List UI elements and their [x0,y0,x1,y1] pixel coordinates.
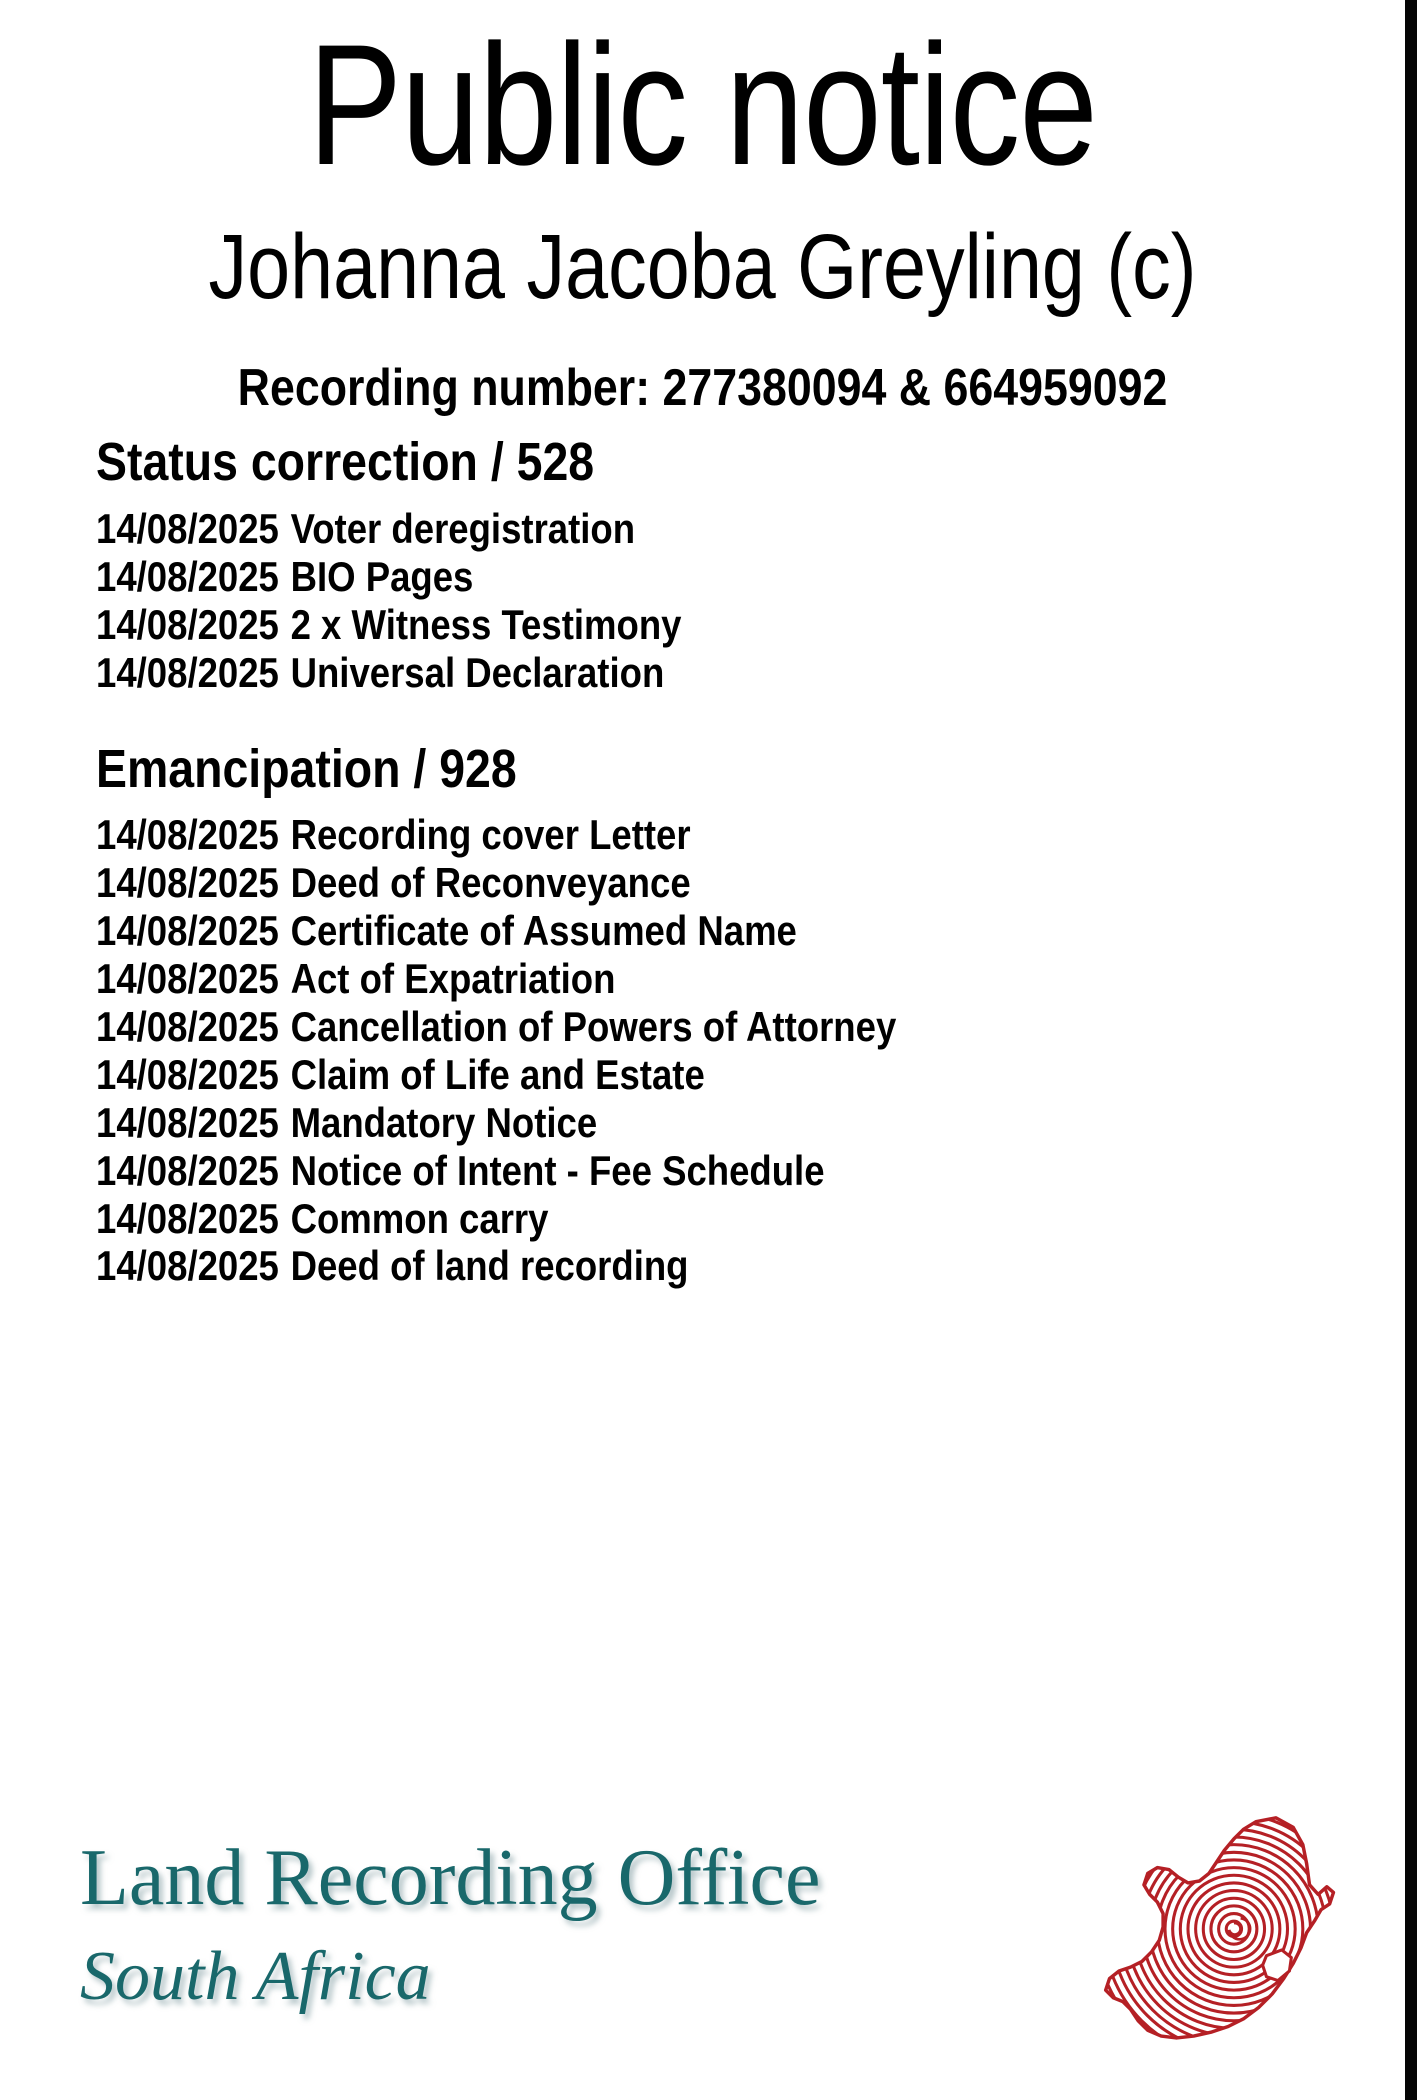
list-item [96,813,1209,858]
subject-name: Johanna Jacoba Greyling (c) [208,216,1197,319]
item-label: Voter deregistration [290,504,636,552]
list-item [96,1050,1209,1098]
south-africa-fingerprint-map-icon [1087,1814,1377,2082]
list-item [96,858,1209,906]
organisation-name: Land Recording Office [80,1834,821,1922]
list-item [96,648,1209,696]
item-label: Deed of land recording [290,1242,689,1290]
item-date: 14/08/2025 [96,600,279,648]
item-date: 14/08/2025 [96,1098,279,1146]
list-item [96,1244,1209,1289]
footer [0,1810,1405,2100]
section-emancipation [0,699,1405,1290]
item-label: BIO Pages [290,552,474,600]
list-item [96,552,1209,600]
page-title: Public notice [307,9,1098,201]
item-label: Claim of Life and Estate [290,1050,705,1098]
list-item [96,1194,1209,1242]
item-label: Universal Declaration [290,648,665,696]
list-item [96,1002,1209,1050]
document-list [96,504,1375,696]
list-item [96,504,1209,552]
item-label: Common carry [290,1194,549,1242]
document-list [96,813,1375,1289]
item-label: Mandatory Notice [290,1098,598,1146]
item-date: 14/08/2025 [96,1146,279,1194]
list-item [96,1146,1209,1194]
item-date: 14/08/2025 [96,858,279,906]
item-date: 14/08/2025 [96,552,279,600]
item-date: 14/08/2025 [96,504,279,552]
item-date: 14/08/2025 [96,1050,279,1098]
list-item [96,906,1209,954]
item-date: 14/08/2025 [96,811,279,859]
list-item [96,954,1209,1002]
list-item [96,1098,1209,1146]
recording-number: Recording number: 277380094 & 664959092 [237,359,1168,418]
item-date: 14/08/2025 [96,1194,279,1242]
section-status-correction [0,418,1405,695]
section-heading: Emancipation / 928 [96,738,517,799]
item-label: 2 x Witness Testimony [290,600,682,648]
item-label: Recording cover Letter [290,811,691,859]
item-label: Cancellation of Powers of Attorney [290,1002,897,1050]
item-label: Act of Expatriation [290,954,616,1002]
item-date: 14/08/2025 [96,954,279,1002]
item-label: Certificate of Assumed Name [290,906,797,954]
item-label: Notice of Intent - Fee Schedule [290,1146,825,1194]
scan-edge-strip [1405,0,1417,2100]
section-heading: Status correction / 528 [96,432,595,493]
item-date: 14/08/2025 [96,1002,279,1050]
organisation-country: South Africa [80,1938,431,2015]
item-date: 14/08/2025 [96,648,279,696]
organisation-logo-text [80,1834,821,2015]
item-date: 14/08/2025 [96,1242,279,1290]
list-item [96,600,1209,648]
item-label: Deed of Reconveyance [290,858,691,906]
item-date: 14/08/2025 [96,906,279,954]
